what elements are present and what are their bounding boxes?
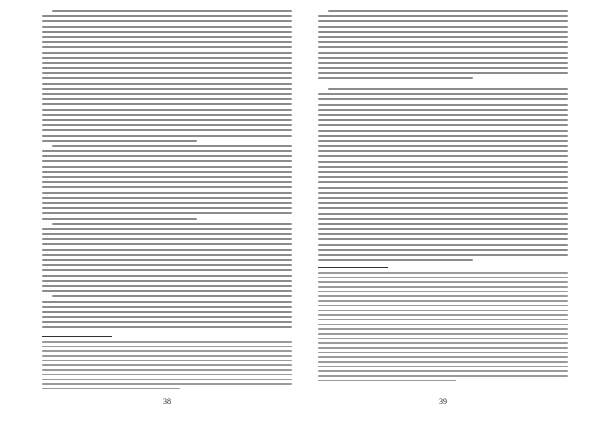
text-line: [318, 109, 568, 111]
text-line: [318, 228, 568, 230]
text-line: [42, 228, 292, 230]
text-line: [318, 46, 568, 48]
text-line: [42, 114, 292, 116]
text-line: [318, 52, 568, 54]
text-line: [318, 72, 568, 74]
text-line: [42, 160, 292, 162]
footnote-line: [318, 361, 568, 363]
text-line: [42, 326, 292, 328]
footnote-line: [318, 375, 568, 377]
text-line: [42, 275, 292, 277]
text-line: [42, 77, 292, 79]
text-line: [42, 20, 292, 22]
text-line: [318, 218, 568, 220]
text-line: [318, 62, 568, 64]
text-line: [42, 321, 292, 323]
text-line: [42, 62, 292, 64]
text-line: [318, 26, 568, 28]
footnote-line: [318, 347, 568, 349]
footnote-line: [318, 370, 568, 372]
text-line: [42, 176, 292, 178]
footnote-line: [318, 300, 568, 302]
text-line: [318, 114, 568, 116]
text-line: [42, 259, 292, 261]
text-line: [42, 311, 292, 313]
text-line: [318, 207, 568, 209]
footnote-line: [42, 364, 292, 366]
right-footnote-rule: [318, 267, 388, 268]
text-line: [42, 290, 292, 292]
text-line: [318, 119, 568, 121]
footnote-line: [318, 310, 568, 312]
text-line: [52, 295, 292, 297]
text-line: [42, 155, 292, 157]
left-footnotes: [42, 341, 292, 393]
text-line: [318, 254, 568, 256]
text-line: [42, 171, 292, 173]
footnote-line: [318, 333, 568, 335]
text-line: [42, 52, 292, 54]
footnote-line: [318, 295, 568, 297]
text-line: [318, 223, 568, 225]
footnote-line: [42, 369, 292, 371]
text-line: [318, 181, 568, 183]
text-line: [318, 124, 568, 126]
text-line: [318, 130, 568, 132]
left-page: [42, 10, 292, 410]
text-line: [318, 77, 473, 79]
text-line: [42, 243, 292, 245]
text-line: [42, 103, 292, 105]
footnote-line: [42, 350, 292, 352]
footnote-line: [318, 319, 568, 321]
footnote-line: [318, 356, 568, 358]
text-line: [42, 109, 292, 111]
text-line: [318, 238, 568, 240]
text-line: [42, 316, 292, 318]
footnote-line: [42, 341, 292, 343]
text-line: [318, 166, 568, 168]
footnote-line: [318, 314, 568, 316]
text-line: [42, 186, 292, 188]
text-line: [42, 57, 292, 59]
footnote-line: [318, 366, 568, 368]
text-line: [318, 192, 568, 194]
footnote-line: [318, 342, 568, 344]
text-line: [42, 202, 292, 204]
text-line: [42, 129, 292, 131]
text-line: [42, 249, 292, 251]
text-line: [318, 176, 568, 178]
footnote-line: [318, 286, 568, 288]
text-line: [42, 166, 292, 168]
text-line: [318, 197, 568, 199]
text-line: [42, 269, 292, 271]
text-line: [318, 135, 568, 137]
text-line: [42, 46, 292, 48]
text-line: [42, 98, 292, 100]
text-line: [318, 31, 568, 33]
text-line: [42, 15, 292, 17]
text-line: [318, 187, 568, 189]
footnote-line: [42, 388, 180, 390]
footnote-line: [42, 346, 292, 348]
text-line: [318, 36, 568, 38]
page-number-right: 39: [439, 397, 447, 406]
text-line: [42, 264, 292, 266]
footnote-line: [42, 383, 292, 385]
footnote-line: [318, 338, 568, 340]
text-line: [318, 171, 568, 173]
text-line: [42, 192, 292, 194]
text-line: [318, 202, 568, 204]
text-line: [318, 213, 568, 215]
text-line: [52, 223, 292, 225]
text-line: [328, 10, 568, 12]
footnote-line: [318, 305, 568, 307]
footnote-line: [318, 272, 568, 274]
text-line: [42, 254, 292, 256]
text-line: [42, 233, 292, 235]
text-line: [42, 135, 292, 137]
text-line: [318, 67, 568, 69]
footnote-line: [318, 328, 568, 330]
text-line: [318, 259, 473, 261]
text-line: [318, 140, 568, 142]
text-line: [42, 306, 292, 308]
footnote-line: [318, 324, 568, 326]
text-line: [42, 31, 292, 33]
right-footnotes: [318, 272, 568, 385]
text-line: [42, 280, 292, 282]
text-line: [42, 72, 292, 74]
text-line: [42, 124, 292, 126]
text-line: [42, 119, 292, 121]
text-line: [318, 98, 568, 100]
right-body-text-main: [318, 88, 568, 264]
footnote-line: [42, 360, 292, 362]
left-body-text: [42, 10, 292, 332]
text-line: [42, 218, 197, 220]
text-line: [318, 41, 568, 43]
footnote-line: [318, 281, 568, 283]
footnote-line: [42, 374, 292, 376]
text-line: [42, 36, 292, 38]
text-line: [42, 181, 292, 183]
right-body-text: [318, 10, 568, 83]
text-line: [42, 88, 292, 90]
text-line: [42, 238, 292, 240]
text-line: [318, 161, 568, 163]
text-line: [318, 57, 568, 59]
text-line: [42, 83, 292, 85]
text-line: [318, 104, 568, 106]
text-line: [42, 41, 292, 43]
text-line: [52, 10, 292, 12]
text-line: [42, 67, 292, 69]
footnote-line: [318, 352, 568, 354]
text-line: [318, 93, 568, 95]
footnote-line: [318, 291, 568, 293]
text-line: [318, 244, 568, 246]
text-line: [42, 212, 292, 214]
left-footnote-rule: [42, 336, 112, 337]
text-line: [42, 301, 292, 303]
footnote-line: [42, 355, 292, 357]
text-line: [318, 145, 568, 147]
text-line: [42, 150, 292, 152]
text-line: [318, 249, 568, 251]
text-line: [318, 15, 568, 17]
right-page: [318, 10, 568, 410]
footnote-line: [318, 277, 568, 279]
text-line: [318, 150, 568, 152]
text-line: [52, 145, 292, 147]
page-number-left: 38: [163, 397, 171, 406]
text-line: [42, 285, 292, 287]
text-line: [318, 233, 568, 235]
footnote-line: [318, 380, 456, 382]
text-line: [42, 26, 292, 28]
text-line: [42, 197, 292, 199]
text-line: [42, 140, 197, 142]
text-line: [42, 93, 292, 95]
text-line: [328, 88, 568, 90]
text-line: [318, 20, 568, 22]
footnote-line: [42, 379, 292, 381]
text-line: [318, 155, 568, 157]
text-line: [42, 207, 292, 209]
